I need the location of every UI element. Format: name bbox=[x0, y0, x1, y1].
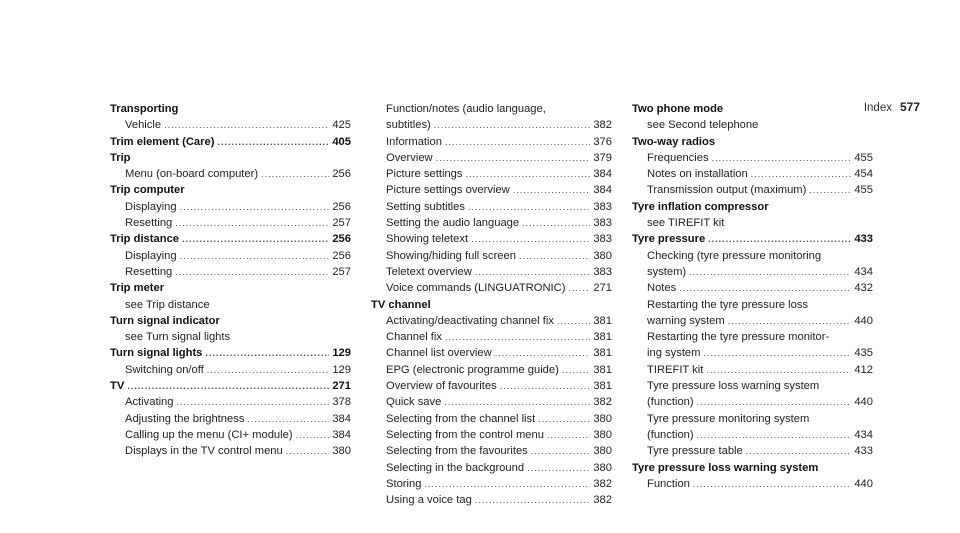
entry-heading-text: TV bbox=[110, 380, 125, 393]
page-reference: 380 bbox=[593, 445, 612, 458]
subentry-text: Quick save bbox=[386, 396, 442, 409]
subentry-text: Activating bbox=[125, 396, 174, 409]
leader-dots bbox=[751, 166, 852, 182]
index-entry bbox=[632, 460, 873, 493]
subentry-text: Notes bbox=[647, 282, 677, 295]
subentry-text: Restarting the tyre pressure monitor- bbox=[647, 331, 830, 344]
index-entry bbox=[110, 345, 351, 378]
page-reference: 380 bbox=[593, 412, 612, 425]
index-subentry bbox=[371, 150, 612, 166]
leader-dots bbox=[247, 411, 329, 427]
subentry-text: Setting the audio language bbox=[386, 217, 520, 230]
leader-dots bbox=[205, 345, 329, 361]
leader-dots bbox=[471, 231, 590, 247]
subentry-text: Selecting from the favourites bbox=[386, 445, 528, 458]
leader-dots bbox=[445, 329, 590, 345]
subentry-text: Selecting in the background bbox=[386, 461, 525, 474]
page-reference: 383 bbox=[593, 233, 612, 246]
index-subentry bbox=[371, 443, 612, 459]
page-reference: 425 bbox=[332, 119, 351, 132]
leader-dots bbox=[217, 134, 329, 150]
index-entry bbox=[371, 297, 612, 509]
subentry-text: Displaying bbox=[125, 249, 177, 262]
leader-dots bbox=[180, 248, 330, 264]
index-entry-heading bbox=[110, 345, 351, 361]
index-subentry bbox=[110, 297, 351, 313]
subentry-text: Frequencies bbox=[647, 151, 709, 164]
index-entry bbox=[110, 378, 351, 459]
index-subentry bbox=[632, 297, 873, 313]
page-reference: 378 bbox=[332, 396, 351, 409]
page-reference: 384 bbox=[332, 412, 351, 425]
subentry-text: Switching on/off bbox=[125, 363, 204, 376]
index-subentry bbox=[371, 362, 612, 378]
page-reference: 383 bbox=[593, 200, 612, 213]
leader-dots bbox=[693, 476, 851, 492]
index-entry-heading bbox=[110, 182, 351, 198]
subentry-text: Transmission output (maximum) bbox=[647, 184, 807, 197]
leader-dots bbox=[495, 345, 591, 361]
index-subentry bbox=[632, 411, 873, 427]
leader-dots bbox=[531, 443, 591, 459]
index-subentry bbox=[110, 117, 351, 133]
page-reference: 383 bbox=[593, 265, 612, 278]
page-reference: 382 bbox=[593, 494, 612, 507]
subentry-text: Showing teletext bbox=[386, 233, 469, 246]
entry-heading-text: Two-way radios bbox=[632, 135, 716, 148]
subentry-text: Overview of favourites bbox=[386, 380, 497, 393]
entry-heading-text: Tyre pressure bbox=[632, 233, 706, 246]
index-subentry bbox=[371, 329, 612, 345]
subentry-text: Teletext overview bbox=[386, 265, 472, 278]
index-entry bbox=[632, 134, 873, 199]
page-reference: 405 bbox=[332, 135, 351, 148]
subentry-text: see TIREFIT kit bbox=[647, 217, 725, 230]
page-reference: 382 bbox=[593, 396, 612, 409]
leader-dots bbox=[679, 280, 851, 296]
subentry-text: Tyre pressure loss warning system bbox=[647, 380, 820, 393]
index-entry-heading bbox=[110, 378, 351, 394]
index-entry bbox=[110, 280, 351, 313]
subentry-text: Adjusting the brightness bbox=[125, 412, 245, 425]
index-subentry bbox=[632, 215, 873, 231]
leader-dots bbox=[445, 134, 590, 150]
subentry-text: ing system bbox=[647, 347, 701, 360]
leader-dots bbox=[424, 476, 590, 492]
subentry-text: Vehicle bbox=[125, 119, 162, 132]
subentry-text: Showing/hiding full screen bbox=[386, 249, 516, 262]
index-subentry bbox=[371, 101, 612, 117]
subentry-text: see Trip distance bbox=[125, 298, 210, 311]
subentry-text: (function) bbox=[647, 396, 694, 409]
index-subentry bbox=[110, 215, 351, 231]
index-subentry bbox=[371, 313, 612, 329]
subentry-text: Channel list overview bbox=[386, 347, 492, 360]
subentry-text: Picture settings bbox=[386, 168, 463, 181]
page-reference: 380 bbox=[593, 461, 612, 474]
index-subentry bbox=[632, 345, 873, 361]
subentry-text: Using a voice tag bbox=[386, 494, 472, 507]
index-subentry bbox=[371, 199, 612, 215]
page-reference: 432 bbox=[854, 282, 873, 295]
index-subentry bbox=[632, 394, 873, 410]
index-subentry bbox=[632, 427, 873, 443]
leader-dots bbox=[436, 150, 591, 166]
index-subentry bbox=[632, 248, 873, 264]
index-subentry bbox=[371, 215, 612, 231]
index-subentry bbox=[632, 313, 873, 329]
leader-dots bbox=[286, 443, 330, 459]
page-reference: 440 bbox=[854, 477, 873, 490]
page-reference: 384 bbox=[593, 168, 612, 181]
index-entry bbox=[110, 182, 351, 231]
leader-dots bbox=[708, 231, 851, 247]
subentry-text: EPG (electronic programme guide) bbox=[386, 363, 559, 376]
page-reference: 384 bbox=[332, 428, 351, 441]
entry-heading-text: Trim element (Care) bbox=[110, 135, 215, 148]
leader-dots bbox=[697, 394, 852, 410]
leader-dots bbox=[519, 248, 590, 264]
page-reference: 384 bbox=[593, 184, 612, 197]
leader-dots bbox=[706, 362, 851, 378]
index-entry-heading bbox=[110, 134, 351, 150]
subentry-text: Voice commands (LINGUATRONIC) bbox=[386, 282, 566, 295]
index-entry-heading bbox=[110, 150, 351, 166]
index-subentry bbox=[371, 427, 612, 443]
index-entry bbox=[110, 150, 351, 183]
leader-dots bbox=[475, 492, 591, 508]
index-entry-heading bbox=[110, 101, 351, 117]
index-column-2 bbox=[371, 101, 612, 508]
page-reference: 382 bbox=[593, 119, 612, 132]
leader-dots bbox=[175, 264, 329, 280]
index-subentry bbox=[371, 394, 612, 410]
subentry-text: see Second telephone bbox=[647, 119, 759, 132]
index-entry bbox=[110, 101, 351, 134]
index-entry bbox=[371, 101, 612, 297]
index-subentry bbox=[371, 134, 612, 150]
page-reference: 440 bbox=[854, 396, 873, 409]
index-subentry bbox=[371, 182, 612, 198]
index-subentry bbox=[632, 443, 873, 459]
entry-heading-text: Turn signal lights bbox=[110, 347, 203, 360]
leader-dots bbox=[527, 460, 590, 476]
subentry-text: Tyre pressure monitoring system bbox=[647, 412, 810, 425]
index-subentry bbox=[110, 411, 351, 427]
subentry-text: Selecting from the channel list bbox=[386, 412, 536, 425]
leader-dots bbox=[809, 182, 851, 198]
page-reference: 381 bbox=[593, 314, 612, 327]
page-reference: 435 bbox=[854, 347, 873, 360]
index-subentry bbox=[632, 150, 873, 166]
index-entry-heading bbox=[110, 280, 351, 296]
page-reference: 271 bbox=[593, 282, 612, 295]
subentry-text: Setting subtitles bbox=[386, 200, 465, 213]
subentry-text: warning system bbox=[647, 314, 725, 327]
entry-heading-text: TV channel bbox=[371, 298, 431, 311]
page-reference: 433 bbox=[854, 233, 873, 246]
subentry-text: Selecting from the control menu bbox=[386, 428, 544, 441]
subentry-text: Overview bbox=[386, 151, 433, 164]
index-entry bbox=[632, 101, 873, 134]
page-reference: 129 bbox=[332, 363, 351, 376]
index-entry-heading bbox=[632, 199, 873, 215]
subentry-text: Checking (tyre pressure monitoring bbox=[647, 249, 822, 262]
index-entry-heading bbox=[632, 460, 873, 476]
page-reference: 271 bbox=[332, 380, 351, 393]
leader-dots bbox=[207, 362, 330, 378]
subentry-text: Menu (on-board computer) bbox=[125, 168, 259, 181]
leader-dots bbox=[513, 182, 591, 198]
entry-heading-text: Tyre inflation compressor bbox=[632, 200, 769, 213]
page-reference: 382 bbox=[593, 477, 612, 490]
page-reference: 376 bbox=[593, 135, 612, 148]
subentry-text: Picture settings overview bbox=[386, 184, 510, 197]
leader-dots bbox=[728, 313, 852, 329]
index-subentry bbox=[371, 264, 612, 280]
index-subentry bbox=[110, 264, 351, 280]
subentry-text: (function) bbox=[647, 428, 694, 441]
index-subentry bbox=[371, 411, 612, 427]
index-subentry bbox=[110, 443, 351, 459]
index-subentry bbox=[371, 166, 612, 182]
leader-dots bbox=[261, 166, 329, 182]
page-reference: 455 bbox=[854, 151, 873, 164]
page-reference: 256 bbox=[332, 168, 351, 181]
index-subentry bbox=[632, 476, 873, 492]
index-subentry bbox=[371, 460, 612, 476]
index-subentry bbox=[632, 329, 873, 345]
index-entry bbox=[110, 134, 351, 150]
page-reference: 379 bbox=[593, 151, 612, 164]
page-reference: 380 bbox=[593, 249, 612, 262]
page-reference: 381 bbox=[593, 347, 612, 360]
leader-dots bbox=[568, 280, 590, 296]
index-subentry bbox=[371, 492, 612, 508]
page-reference: 455 bbox=[854, 184, 873, 197]
page-reference: 381 bbox=[593, 380, 612, 393]
index-subentry bbox=[632, 378, 873, 394]
subentry-text: Function/notes (audio language, bbox=[386, 103, 546, 115]
leader-dots bbox=[522, 215, 590, 231]
index-subentry bbox=[371, 378, 612, 394]
leader-dots bbox=[434, 117, 591, 133]
subentry-text: Calling up the menu (CI+ module) bbox=[125, 428, 293, 441]
leader-dots bbox=[547, 427, 590, 443]
index-entry-heading bbox=[632, 134, 873, 150]
index-subentry bbox=[110, 166, 351, 182]
index-subentry bbox=[110, 427, 351, 443]
leader-dots bbox=[562, 362, 590, 378]
page-reference: 381 bbox=[593, 363, 612, 376]
index-subentry bbox=[632, 166, 873, 182]
page-reference: 454 bbox=[854, 168, 873, 181]
subentry-text: Resetting bbox=[125, 217, 173, 230]
page-reference: 381 bbox=[593, 331, 612, 344]
page-reference: 434 bbox=[854, 265, 873, 278]
index-column-1 bbox=[110, 101, 351, 460]
index-subentry bbox=[632, 362, 873, 378]
page-reference: 383 bbox=[593, 217, 612, 230]
leader-dots bbox=[703, 345, 851, 361]
index-subentry bbox=[371, 476, 612, 492]
leader-dots bbox=[746, 443, 852, 459]
leader-dots bbox=[164, 117, 329, 133]
index-subentry bbox=[371, 231, 612, 247]
leader-dots bbox=[500, 378, 591, 394]
leader-dots bbox=[475, 264, 591, 280]
subentry-text: Function bbox=[647, 477, 690, 490]
page-reference: 412 bbox=[854, 363, 873, 376]
entry-heading-text: Trip bbox=[110, 151, 131, 164]
leader-dots bbox=[177, 394, 330, 410]
leader-dots bbox=[689, 264, 851, 280]
leader-dots bbox=[296, 427, 330, 443]
page-reference: 129 bbox=[332, 347, 351, 360]
index-subentry bbox=[371, 280, 612, 296]
index-subentry bbox=[632, 117, 873, 133]
entry-heading-text: Transporting bbox=[110, 103, 179, 115]
page-reference: 256 bbox=[332, 200, 351, 213]
leader-dots bbox=[468, 199, 590, 215]
page-reference: 256 bbox=[332, 233, 351, 246]
leader-dots bbox=[444, 394, 590, 410]
entry-heading-text: Trip meter bbox=[110, 282, 165, 295]
leader-dots bbox=[465, 166, 590, 182]
index-subentry bbox=[110, 199, 351, 215]
page-reference: 433 bbox=[854, 445, 873, 458]
page-reference: 257 bbox=[332, 217, 351, 230]
subentry-text: subtitles) bbox=[386, 119, 431, 132]
entry-heading-text: Trip distance bbox=[110, 233, 180, 246]
entry-heading-text: Trip computer bbox=[110, 184, 185, 197]
subentry-text: Notes on installation bbox=[647, 168, 748, 181]
subentry-text: Displays in the TV control menu bbox=[125, 445, 283, 458]
subentry-text: Tyre pressure table bbox=[647, 445, 743, 458]
index-entry-heading bbox=[110, 313, 351, 329]
index-subentry bbox=[110, 248, 351, 264]
index-subentry bbox=[371, 117, 612, 133]
leader-dots bbox=[538, 411, 590, 427]
index-entry-heading bbox=[632, 231, 873, 247]
index-entry-heading bbox=[632, 101, 873, 117]
index-column-3 bbox=[632, 101, 873, 492]
leader-dots bbox=[175, 215, 329, 231]
leader-dots bbox=[127, 378, 329, 394]
index-entry bbox=[632, 231, 873, 459]
entry-heading-text: Turn signal indicator bbox=[110, 314, 220, 327]
subentry-text: system) bbox=[647, 265, 687, 278]
index-entry-heading bbox=[371, 297, 612, 313]
index-entry bbox=[110, 313, 351, 346]
leader-dots bbox=[180, 199, 330, 215]
index-entry bbox=[632, 199, 873, 232]
page-reference: 440 bbox=[854, 314, 873, 327]
subentry-text: Channel fix bbox=[386, 331, 442, 344]
page-reference: 256 bbox=[332, 249, 351, 262]
subentry-text: see Turn signal lights bbox=[125, 331, 231, 344]
index-subentry bbox=[632, 264, 873, 280]
leader-dots bbox=[712, 150, 852, 166]
subentry-text: Restarting the tyre pressure loss bbox=[647, 298, 809, 311]
page-reference: 257 bbox=[332, 265, 351, 278]
page-reference: 380 bbox=[332, 445, 351, 458]
index-subentry bbox=[632, 280, 873, 296]
index-subentry bbox=[110, 362, 351, 378]
index-subentry bbox=[371, 345, 612, 361]
index-subentry bbox=[110, 329, 351, 345]
page-number: 577 bbox=[899, 100, 920, 114]
entry-heading-text: Tyre pressure loss warning system bbox=[632, 461, 819, 474]
subentry-text: Information bbox=[386, 135, 442, 148]
leader-dots bbox=[182, 231, 329, 247]
index-entry-heading bbox=[110, 231, 351, 247]
index-entry bbox=[110, 231, 351, 280]
index-subentry bbox=[371, 248, 612, 264]
subentry-text: TIREFIT kit bbox=[647, 363, 704, 376]
page-reference: 380 bbox=[593, 428, 612, 441]
subentry-text: Displaying bbox=[125, 200, 177, 213]
subentry-text: Storing bbox=[386, 477, 422, 490]
index-subentry bbox=[632, 182, 873, 198]
index-subentry bbox=[110, 394, 351, 410]
subentry-text: Activating/deactivating channel fix bbox=[386, 314, 554, 327]
page-reference: 434 bbox=[854, 428, 873, 441]
leader-dots bbox=[697, 427, 852, 443]
subentry-text: Resetting bbox=[125, 265, 173, 278]
entry-heading-text: Two phone mode bbox=[632, 103, 724, 115]
index-label: Index bbox=[863, 102, 892, 114]
leader-dots bbox=[557, 313, 590, 329]
